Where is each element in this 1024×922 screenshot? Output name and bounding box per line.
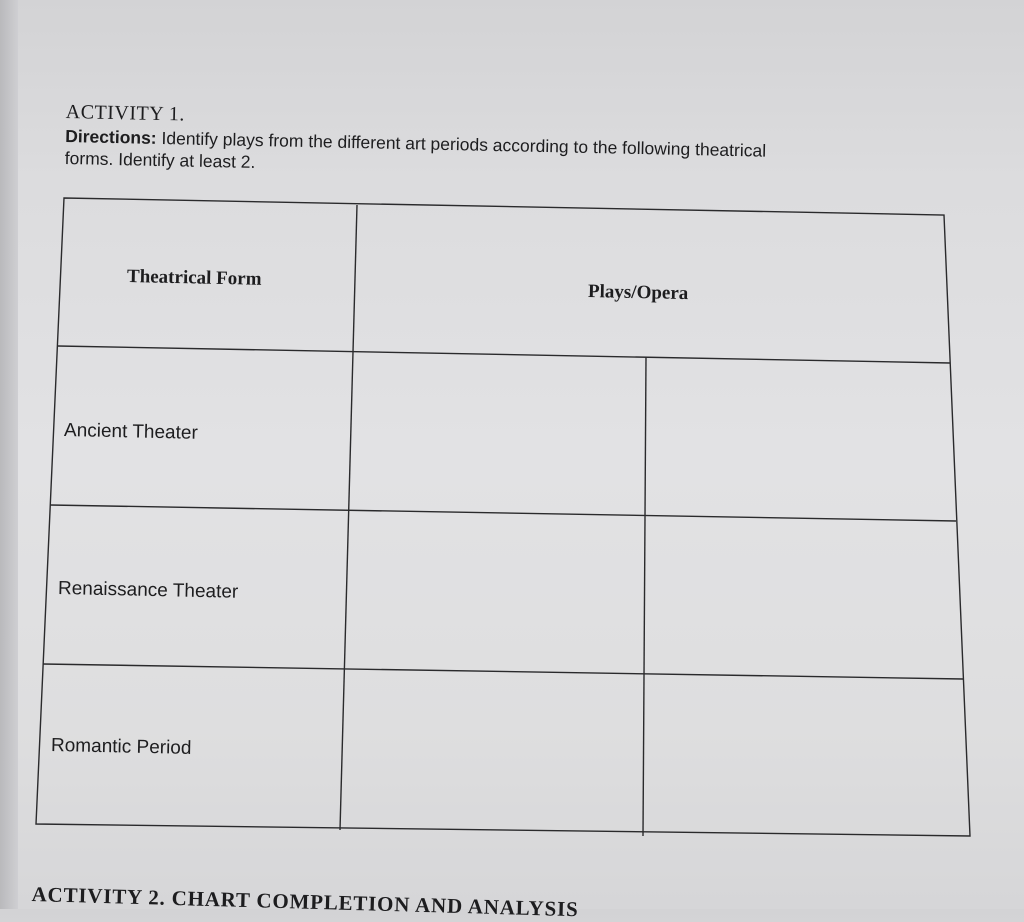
header-theatrical-form: Theatrical Form	[126, 266, 262, 290]
activity-1-title: ACTIVITY 1.	[65, 100, 186, 126]
directions-label: Directions:	[65, 125, 157, 148]
row-form-romantic-period: Romantic Period	[50, 735, 192, 759]
row-divider-2	[43, 664, 963, 679]
activity-2-title: ACTIVITY 2. CHART COMPLETION AND ANALYSIS	[31, 882, 579, 922]
directions-text-line-2: forms. Identify at least 2.	[64, 147, 256, 172]
column-divider-plays	[643, 357, 646, 836]
column-divider-form	[340, 205, 357, 830]
row-form-ancient-theater: Ancient Theater	[63, 420, 198, 444]
directions-text-line-1: Identify plays from the different art periods according to the following theatrical	[161, 128, 767, 161]
header-divider	[58, 346, 950, 363]
header-plays-opera: Plays/Opera	[587, 281, 689, 305]
row-divider-1	[50, 505, 956, 521]
row-form-renaissance-theater: Renaissance Theater	[57, 578, 239, 603]
